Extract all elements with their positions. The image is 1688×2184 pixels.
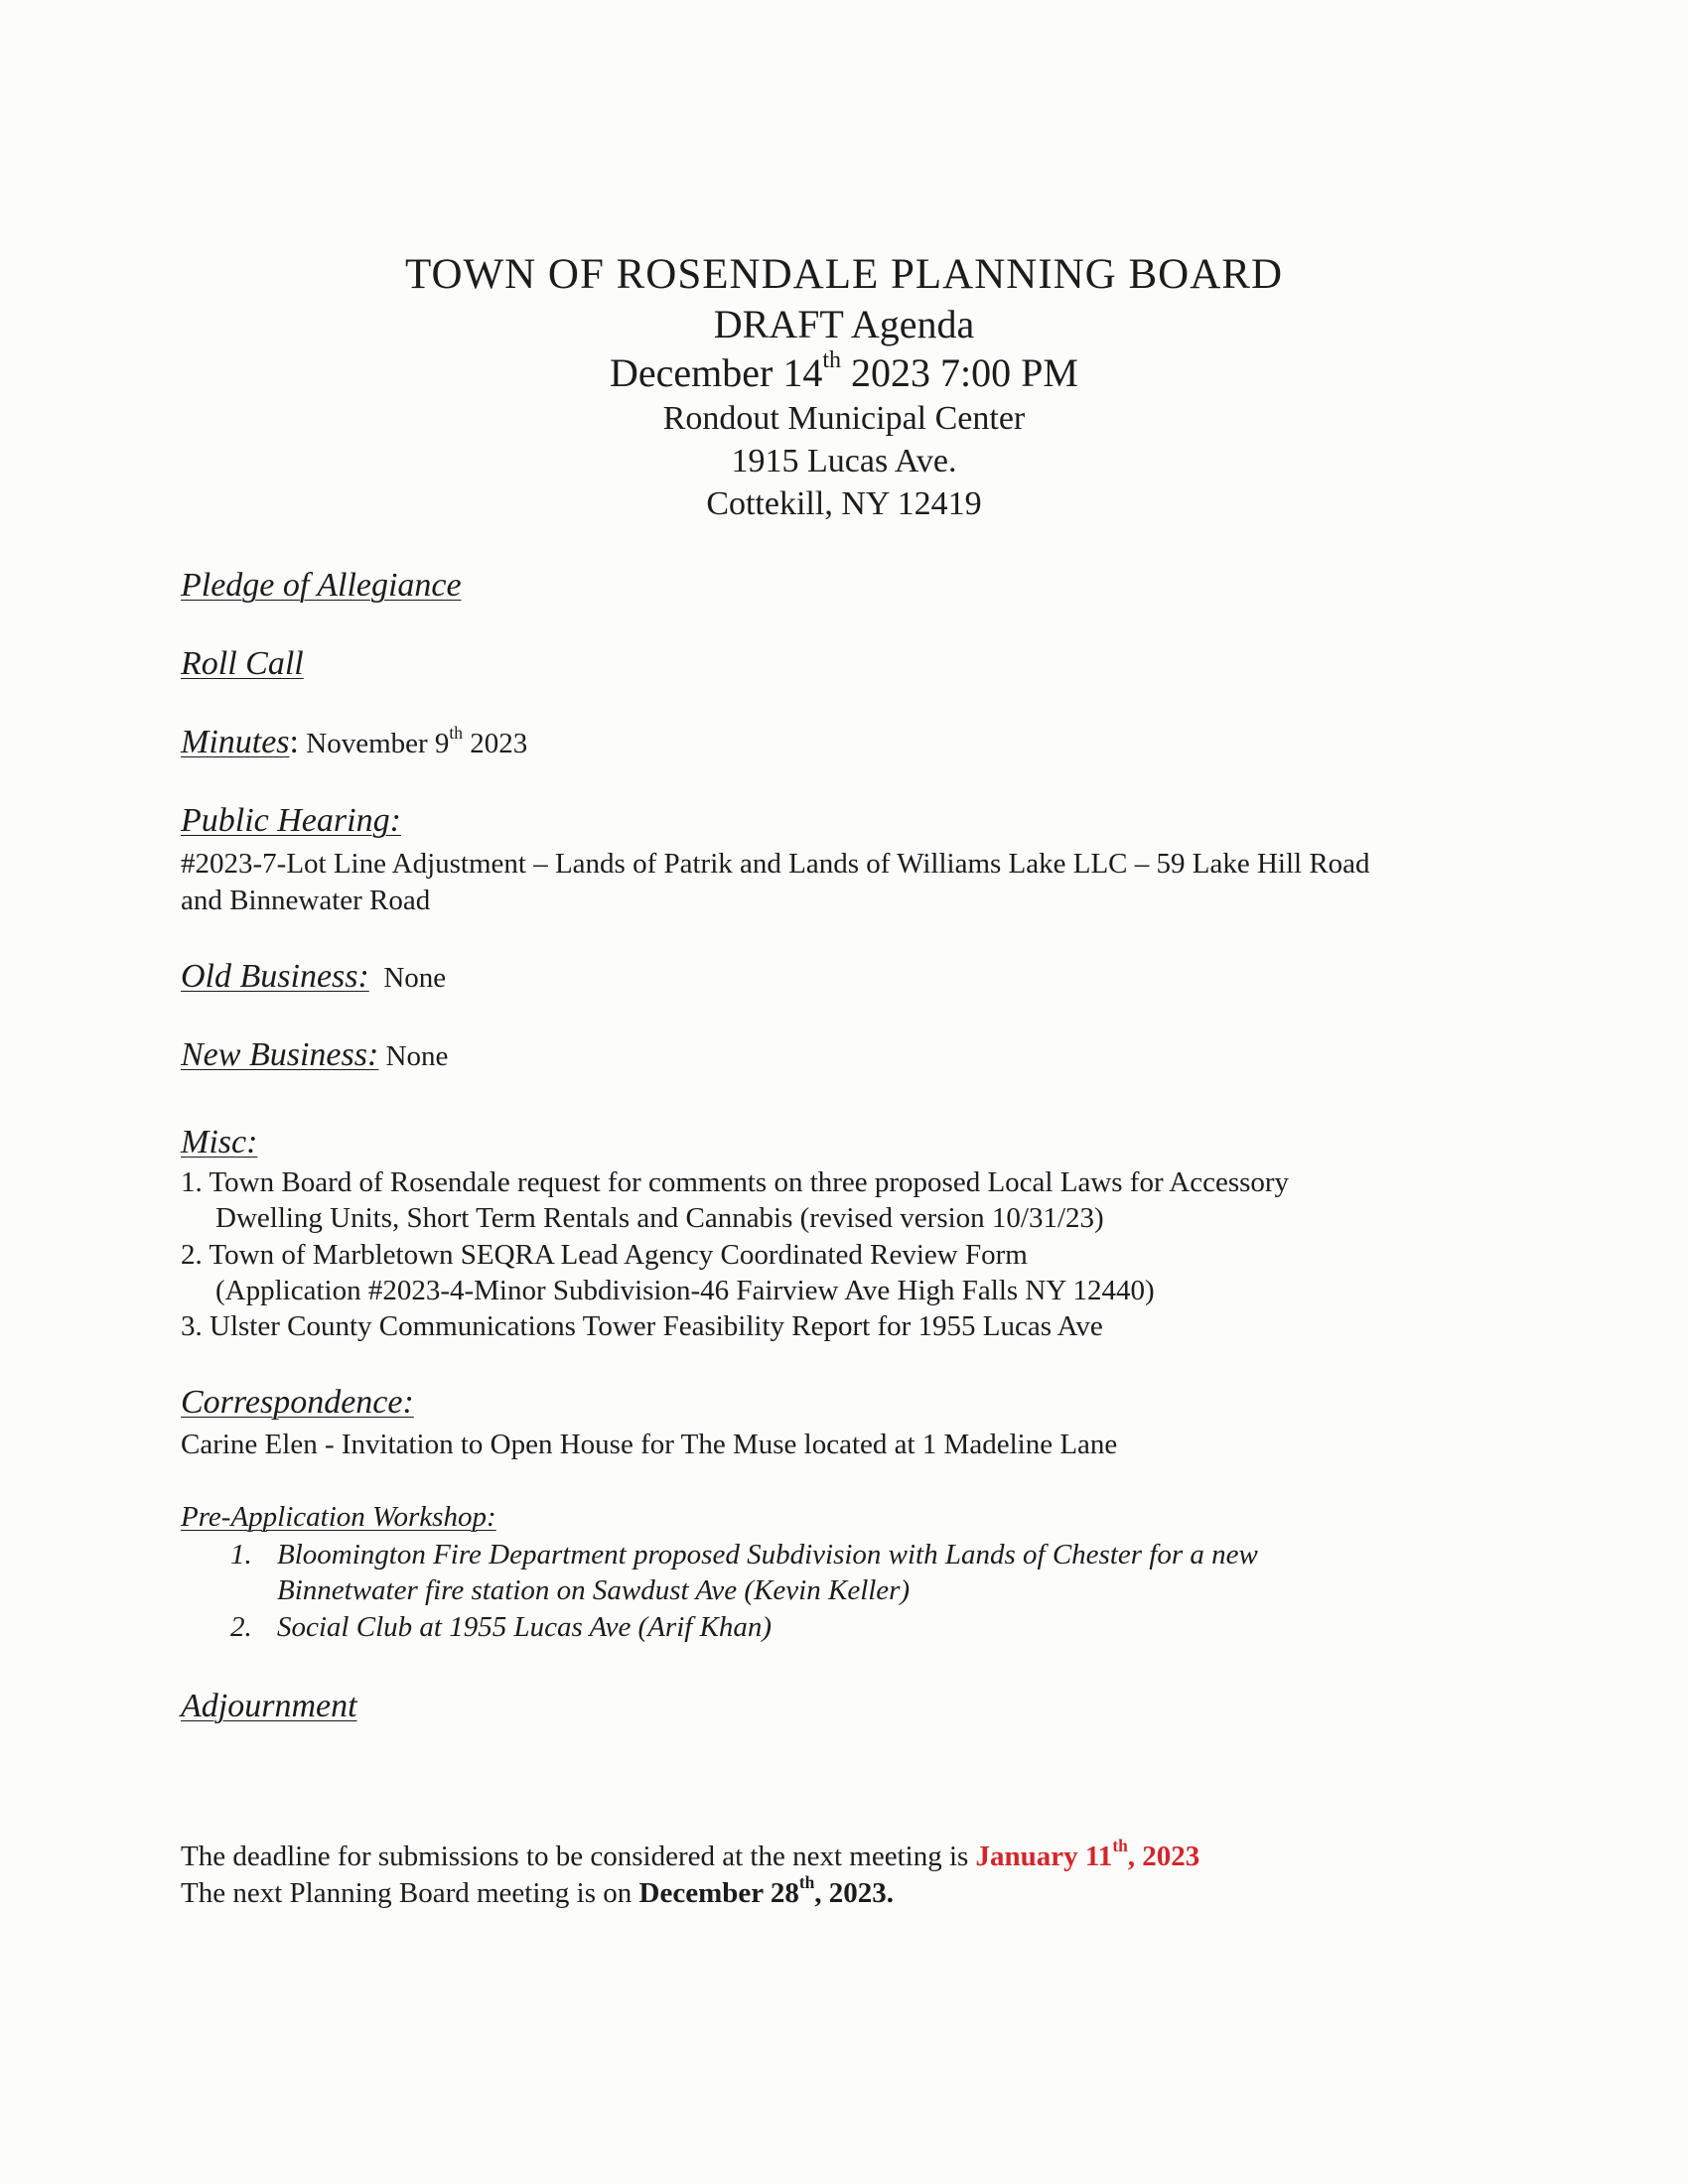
meeting-venue: Rondout Municipal Center xyxy=(662,400,1026,437)
adjournment-heading xyxy=(181,1688,357,1725)
deadline-date-suffix: th xyxy=(1112,1836,1128,1856)
pledge-heading xyxy=(181,567,462,605)
next-meeting-notice xyxy=(181,1872,895,1910)
misc-heading xyxy=(181,1124,257,1161)
misc-item-2: 2. Town of Marbletown SEQRA Lead Agency Coordinated Review Form xyxy=(181,1239,1028,1271)
meeting-date-suffix: th xyxy=(822,346,842,373)
board-name-heading: TOWN OF ROSENDALE PLANNING BOARD xyxy=(404,251,1284,298)
old-business-label: Old Business: xyxy=(181,958,369,995)
public-hearing-heading xyxy=(181,802,401,840)
deadline-notice xyxy=(181,1836,1200,1873)
pledge-label: Pledge of Allegiance xyxy=(181,567,462,604)
venue-street: 1915 Lucas Ave. xyxy=(731,443,957,479)
minutes-date-suffix: th xyxy=(449,723,463,744)
roll-call-label: Roll Call xyxy=(181,645,304,682)
new-business-value: None xyxy=(385,1040,449,1072)
new-business-label: New Business: xyxy=(181,1036,379,1073)
deadline-date: January 11 xyxy=(975,1841,1113,1872)
meeting-date-main: December 14 xyxy=(610,350,823,395)
workshop-item-1-cont: Binnetwater fire station on Sawdust Ave (Kevin Keller) xyxy=(277,1574,911,1606)
public-hearing-item: #2023-7-Lot Line Adjustment – Lands of Patrik and Lands of Williams Lake LLC – 59 Lake Hill Road xyxy=(181,848,1370,880)
minutes-section xyxy=(181,724,527,761)
correspondence-item: Carine Elen - Invitation to Open House for The Muse located at 1 Madeline Lane xyxy=(181,1429,1118,1460)
workshop-heading xyxy=(181,1501,496,1534)
old-business-section xyxy=(181,958,446,996)
deadline-year: , 2023 xyxy=(1127,1841,1200,1872)
agenda-title: DRAFT Agenda xyxy=(713,302,975,346)
public-hearing-item-cont: and Binnewater Road xyxy=(181,885,431,916)
deadline-text: The deadline for submissions to be considered at the next meeting is xyxy=(181,1841,976,1872)
new-business-section xyxy=(181,1036,448,1074)
misc-item-2-cont: (Application #2023-4-Minor Subdivision-46 Fairview Ave High Falls NY 12440) xyxy=(215,1275,1155,1306)
old-business-value: None xyxy=(383,962,447,994)
correspondence-label: Correspondence: xyxy=(181,1384,414,1421)
misc-label: Misc: xyxy=(181,1124,258,1160)
misc-item-1-cont: Dwelling Units, Short Term Rentals and Cannabis (revised version 10/31/23) xyxy=(215,1202,1104,1234)
minutes-year: 2023 xyxy=(462,728,528,759)
next-meeting-text: The next Planning Board meeting is on xyxy=(181,1877,639,1909)
next-meeting-date: December 28 xyxy=(638,1877,799,1909)
correspondence-heading xyxy=(181,1384,414,1422)
next-meeting-date-suffix: th xyxy=(798,1872,815,1893)
minutes-colon: : xyxy=(289,724,299,760)
workshop-item-2-number: 2. xyxy=(230,1611,252,1643)
workshop-label: Pre-Application Workshop: xyxy=(181,1501,496,1533)
workshop-item-2: Social Club at 1955 Lucas Ave (Arif Khan) xyxy=(277,1611,773,1643)
roll-call-heading xyxy=(181,645,304,683)
workshop-item-1-number: 1. xyxy=(230,1539,252,1570)
venue-city: Cottekill, NY 12419 xyxy=(706,485,982,522)
misc-item-1: 1. Town Board of Rosendale request for comments on three proposed Local Laws for Accessory xyxy=(181,1166,1290,1198)
minutes-label: Minutes xyxy=(181,724,290,760)
minutes-date: November 9 xyxy=(299,728,450,759)
misc-item-3: 3. Ulster County Communications Tower Feasibility Report for 1955 Lucas Ave xyxy=(181,1310,1103,1342)
next-meeting-year: , 2023. xyxy=(814,1877,895,1909)
meeting-date xyxy=(0,346,1688,396)
public-hearing-label: Public Hearing: xyxy=(181,802,401,839)
meeting-date-time: 2023 7:00 PM xyxy=(841,350,1078,395)
workshop-item-1: Bloomington Fire Department proposed Subdivision with Lands of Chester for a new xyxy=(277,1539,1258,1570)
adjournment-label: Adjournment xyxy=(181,1688,357,1724)
